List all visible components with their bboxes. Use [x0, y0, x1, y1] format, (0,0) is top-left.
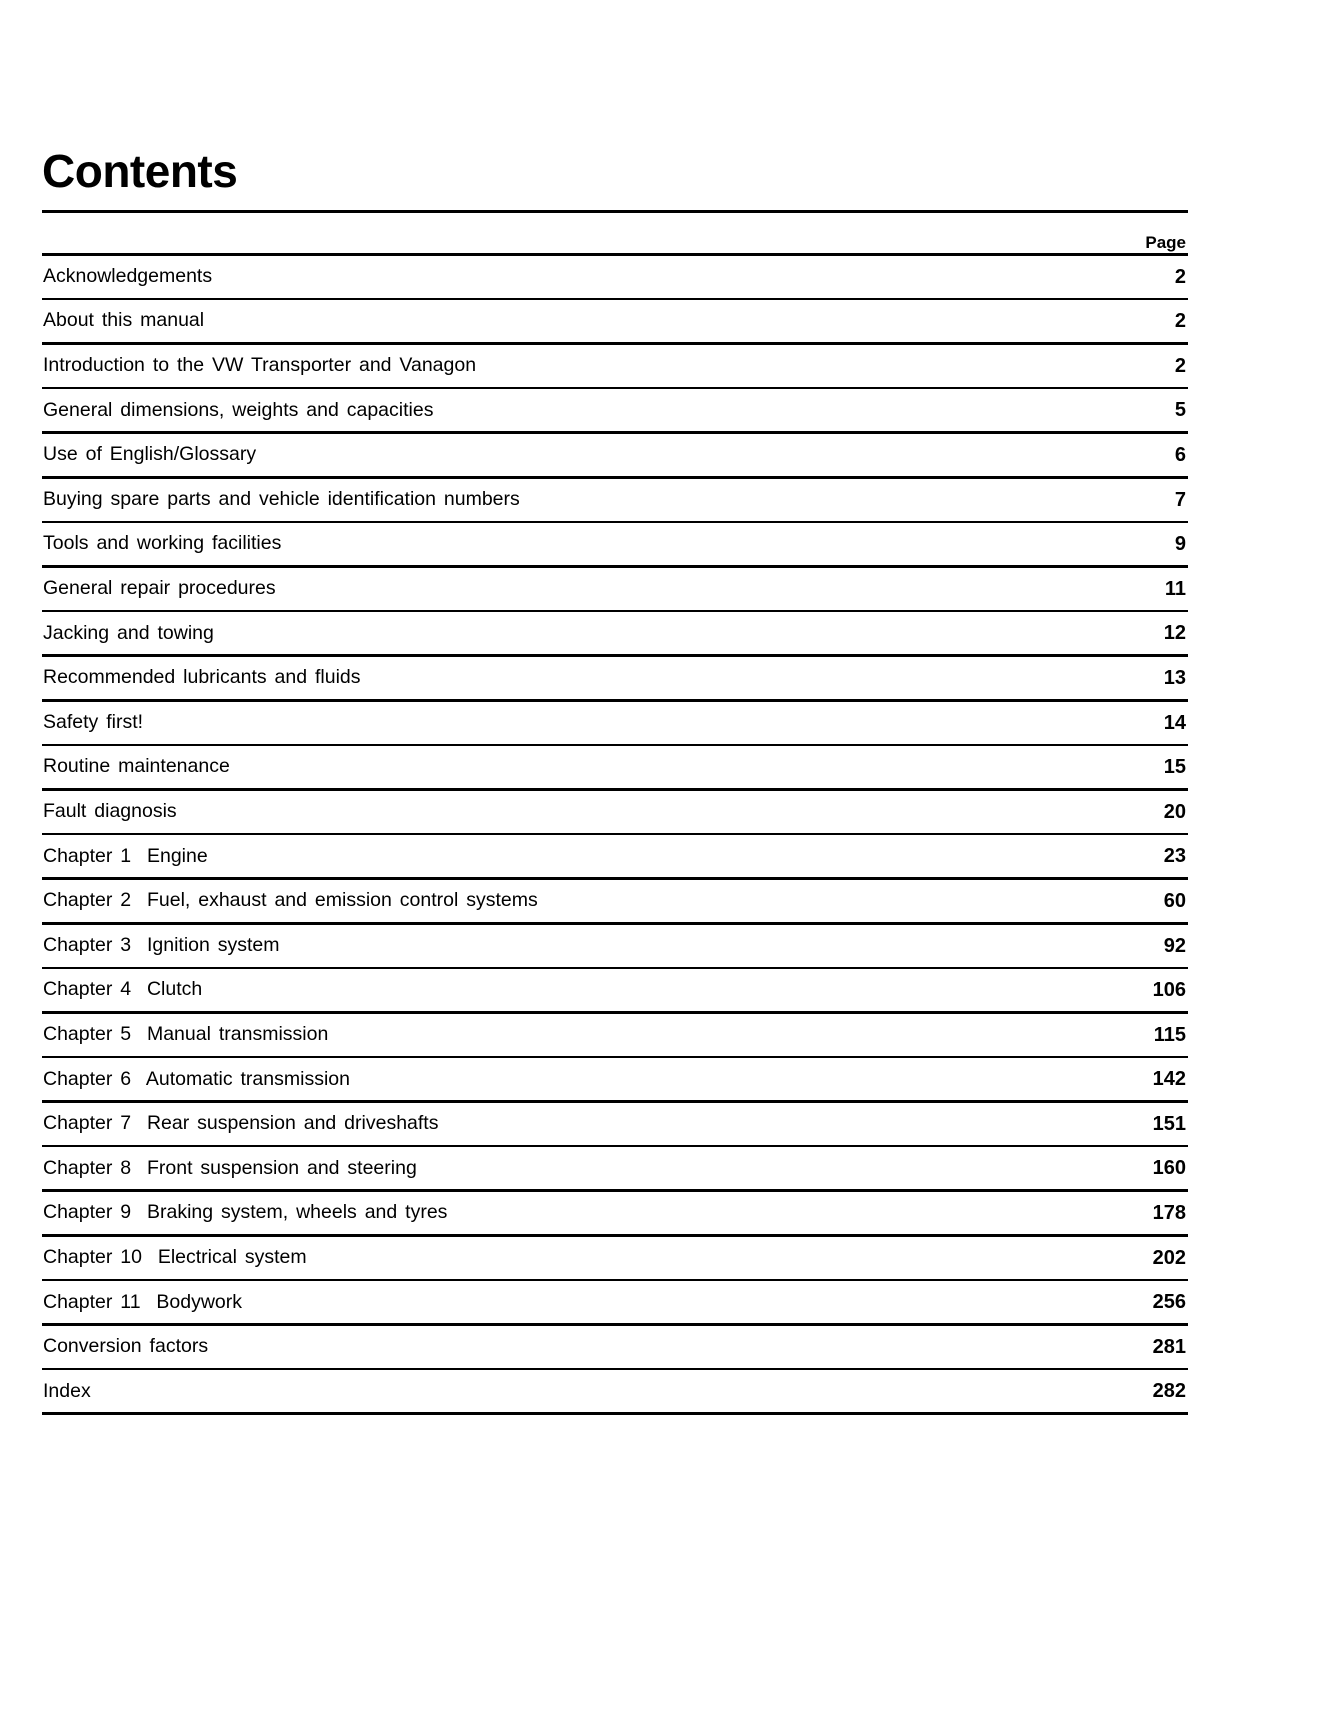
toc-entry-label: General repair procedures	[43, 577, 276, 599]
toc-entry-label: Conversion factors	[43, 1335, 209, 1358]
toc-list	[42, 253, 1188, 1415]
toc-entry-label: Jacking and towing	[43, 621, 214, 644]
toc-entry[interactable]	[42, 1326, 1188, 1368]
toc-entry[interactable]	[42, 925, 1188, 967]
toc-entry[interactable]	[42, 1147, 1188, 1189]
toc-entry-page-number: 282	[1152, 1380, 1186, 1403]
toc-entry[interactable]	[42, 702, 1188, 744]
toc-entry[interactable]	[42, 256, 1188, 298]
toc-entry-page-number: 115	[1153, 1023, 1186, 1046]
toc-entry[interactable]	[42, 345, 1188, 387]
toc-entry[interactable]	[42, 479, 1188, 521]
toc-entry-page-number: 20	[1163, 800, 1186, 823]
toc-entry[interactable]	[42, 612, 1188, 654]
toc-entry-page-number: 92	[1163, 934, 1186, 957]
toc-entry[interactable]	[42, 880, 1188, 922]
toc-entry[interactable]	[42, 300, 1188, 342]
toc-entry-page-number: 9	[1174, 533, 1186, 556]
toc-entry-label: Chapter 3 Ignition system	[43, 933, 280, 956]
toc-entry[interactable]	[42, 1014, 1188, 1056]
toc-entry-label: Index	[43, 1379, 91, 1402]
toc-entry-page-number: 142	[1152, 1068, 1186, 1091]
toc-entry-page-number: 13	[1163, 666, 1186, 689]
toc-entry[interactable]	[42, 1103, 1188, 1145]
toc-entry-label: Routine maintenance	[43, 755, 230, 778]
toc-entry-page-number: 7	[1174, 488, 1186, 511]
toc-entry-label: Chapter 9 Braking system, wheels and tyres	[43, 1201, 448, 1224]
toc-entry[interactable]	[42, 746, 1188, 788]
toc-entry-page-number: 23	[1163, 845, 1186, 868]
toc-entry-page-number: 2	[1174, 354, 1186, 377]
toc-entry-label: Chapter 8 Front suspension and steering	[43, 1156, 417, 1179]
toc-entry-label: Buying spare parts and vehicle identification numbers	[43, 487, 520, 510]
toc-entry-label: Safety first!	[43, 710, 144, 733]
toc-entry[interactable]	[42, 1281, 1188, 1323]
toc-entry-label: General dimensions, weights and capacities	[43, 398, 434, 421]
toc-entry-page-number: 5	[1174, 399, 1186, 422]
toc-entry[interactable]	[42, 568, 1188, 610]
toc-entry-label: Chapter 2 Fuel, exhaust and emission control systems	[43, 889, 538, 912]
toc-entry[interactable]	[42, 1370, 1188, 1412]
toc-entry-label: Acknowledgements	[43, 264, 213, 287]
toc-entry-page-number: 14	[1163, 711, 1186, 734]
toc-entry-label: Tools and working facilities	[43, 532, 282, 555]
toc-entry-label: Chapter 7 Rear suspension and driveshafts	[43, 1112, 439, 1135]
toc-entry-label: Chapter 10 Electrical system	[43, 1245, 307, 1268]
toc-entry-page-number: 6	[1174, 443, 1186, 466]
toc-entry[interactable]	[42, 835, 1188, 877]
toc-entry-label: Chapter 11 Bodywork	[43, 1290, 242, 1313]
contents-container	[42, 145, 1188, 1415]
toc-entry[interactable]	[42, 969, 1188, 1011]
toc-entry-page-number: 151	[1152, 1112, 1186, 1135]
toc-entry-label: Recommended lubricants and fluids	[43, 666, 361, 689]
toc-entry-page-number: 256	[1152, 1291, 1186, 1314]
toc-entry-label: Chapter 5 Manual transmission	[43, 1022, 329, 1045]
toc-entry-label: Fault diagnosis	[43, 799, 177, 822]
toc-entry-label: Introduction to the VW Transporter and Vanagon	[43, 354, 477, 377]
toc-entry[interactable]	[42, 1237, 1188, 1279]
toc-entry-label: Chapter 4 Clutch	[43, 978, 203, 1001]
toc-entry[interactable]	[42, 657, 1188, 699]
toc-entry-page-number: 60	[1163, 889, 1186, 912]
page-title: Contents	[42, 145, 238, 197]
toc-entry-page-number: 178	[1152, 1202, 1186, 1225]
toc-entry-page-number: 12	[1163, 622, 1186, 645]
toc-entry-label: Use of English/Glossary	[43, 443, 257, 466]
toc-closing-rule	[42, 1412, 1188, 1415]
page-column-header-label: Page	[1145, 233, 1186, 252]
toc-entry-page-number: 2	[1174, 310, 1186, 333]
toc-entry[interactable]	[42, 1192, 1188, 1234]
toc-entry[interactable]	[42, 434, 1188, 476]
toc-entry-label: Chapter 6 Automatic transmission	[43, 1067, 350, 1090]
toc-entry-page-number: 11	[1164, 577, 1186, 600]
toc-entry-page-number: 202	[1152, 1246, 1186, 1269]
toc-entry[interactable]	[42, 389, 1188, 431]
toc-entry-label: Chapter 1 Engine	[43, 844, 208, 867]
toc-entry-page-number: 281	[1152, 1335, 1186, 1358]
toc-entry-page-number: 106	[1152, 979, 1186, 1002]
toc-entry-page-number: 15	[1163, 756, 1186, 779]
toc-entry[interactable]	[42, 523, 1188, 565]
toc-entry[interactable]	[42, 791, 1188, 833]
toc-entry-page-number: 2	[1174, 265, 1186, 288]
toc-entry[interactable]	[42, 1058, 1188, 1100]
toc-entry-label: About this manual	[43, 309, 205, 332]
page-column-header-row	[42, 213, 1188, 253]
toc-entry-page-number: 160	[1152, 1157, 1186, 1180]
